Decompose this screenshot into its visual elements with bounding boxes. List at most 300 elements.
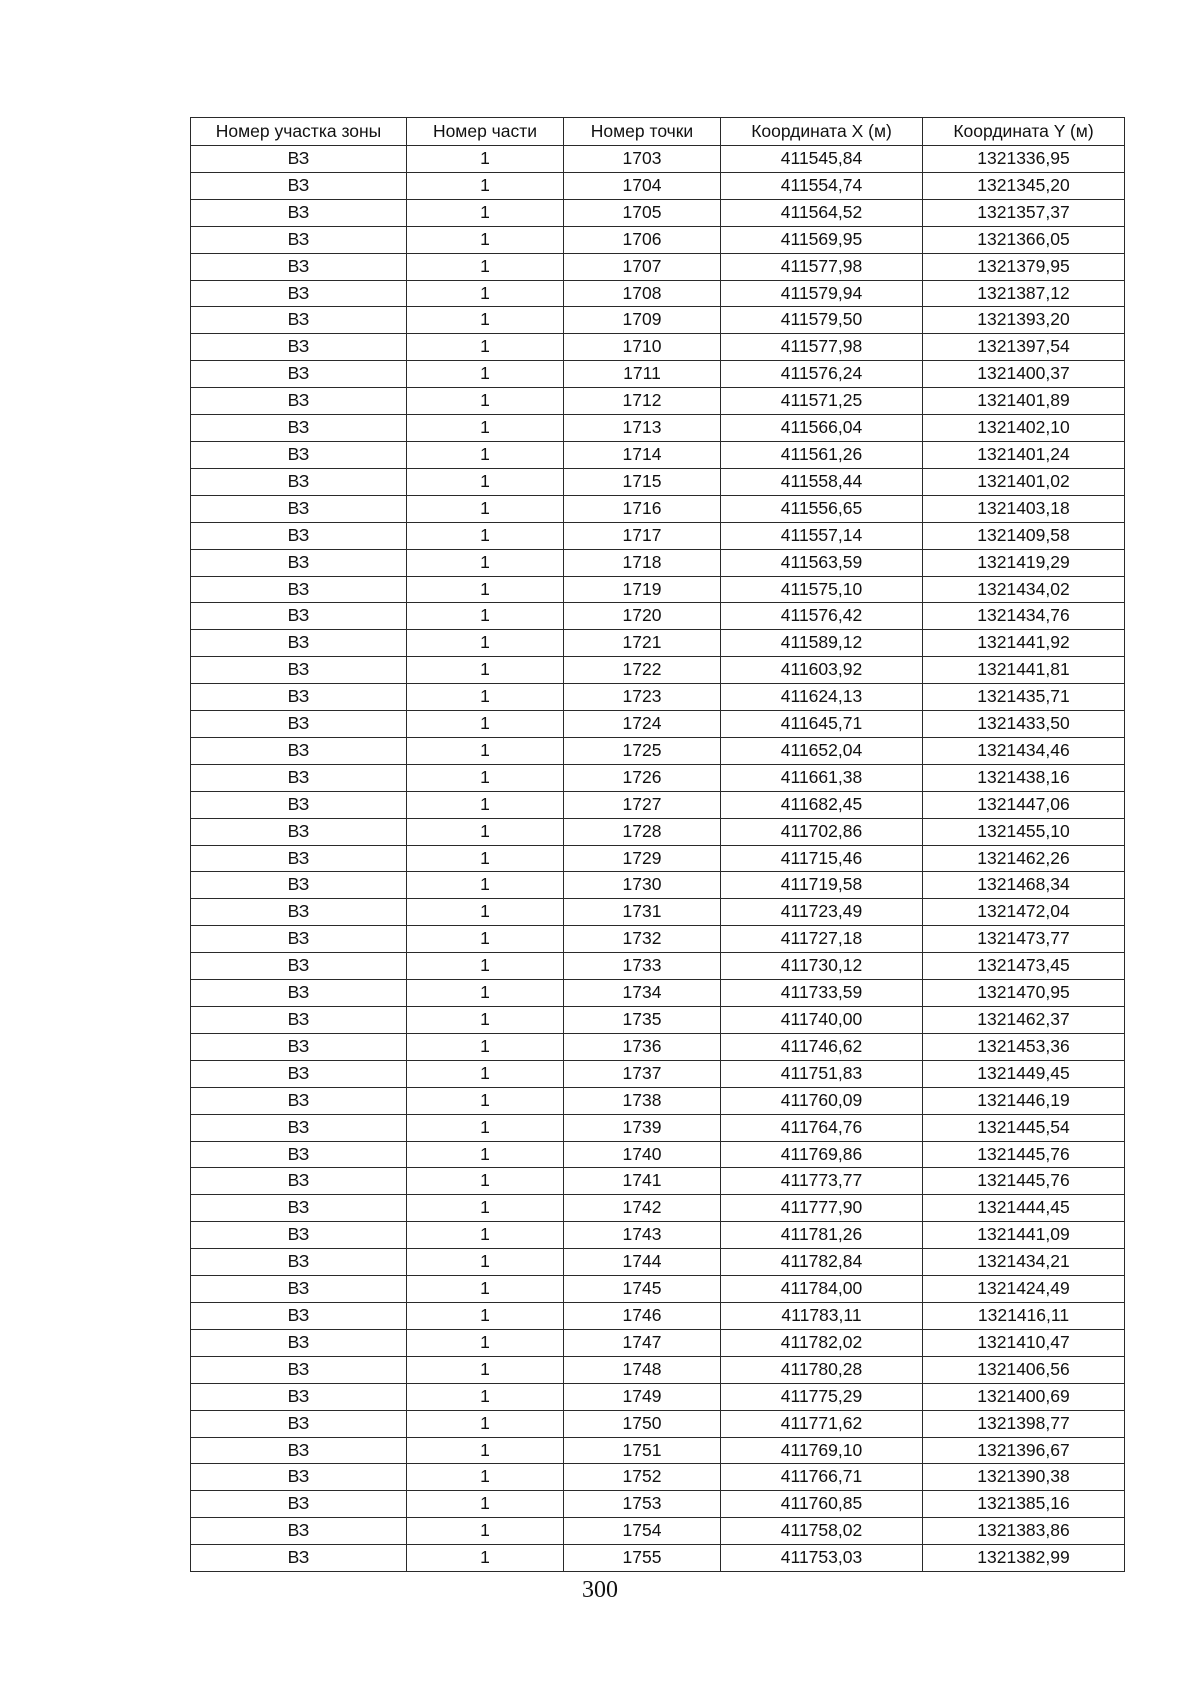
cell-coordinate-x: 411702,86 [721, 818, 923, 845]
cell-point-number: 1748 [564, 1356, 721, 1383]
cell-part-number: 1 [407, 953, 564, 980]
cell-point-number: 1749 [564, 1383, 721, 1410]
cell-coordinate-x: 411545,84 [721, 146, 923, 173]
cell-coordinate-y: 1321472,04 [923, 899, 1125, 926]
header-coordinate-y: Координата Y (м) [923, 118, 1125, 146]
table-row [191, 845, 1125, 872]
cell-zone-section: ВЗ [191, 415, 407, 442]
cell-part-number: 1 [407, 1491, 564, 1518]
cell-coordinate-y: 1321409,58 [923, 522, 1125, 549]
cell-point-number: 1736 [564, 1033, 721, 1060]
table-row [191, 280, 1125, 307]
cell-part-number: 1 [407, 415, 564, 442]
cell-zone-section: ВЗ [191, 495, 407, 522]
cell-point-number: 1718 [564, 549, 721, 576]
cell-zone-section: ВЗ [191, 146, 407, 173]
cell-coordinate-x: 411753,03 [721, 1545, 923, 1572]
table-row [191, 1141, 1125, 1168]
table-row [191, 1302, 1125, 1329]
cell-point-number: 1741 [564, 1168, 721, 1195]
cell-zone-section: ВЗ [191, 576, 407, 603]
cell-zone-section: ВЗ [191, 1141, 407, 1168]
cell-zone-section: ВЗ [191, 926, 407, 953]
cell-coordinate-y: 1321406,56 [923, 1356, 1125, 1383]
cell-point-number: 1706 [564, 226, 721, 253]
cell-zone-section: ВЗ [191, 468, 407, 495]
cell-zone-section: ВЗ [191, 791, 407, 818]
cell-point-number: 1723 [564, 684, 721, 711]
cell-zone-section: ВЗ [191, 253, 407, 280]
cell-coordinate-y: 1321366,05 [923, 226, 1125, 253]
cell-point-number: 1727 [564, 791, 721, 818]
header-coordinate-x: Координата X (м) [721, 118, 923, 146]
cell-coordinate-x: 411723,49 [721, 899, 923, 926]
cell-point-number: 1739 [564, 1114, 721, 1141]
table-row [191, 711, 1125, 738]
cell-part-number: 1 [407, 872, 564, 899]
table-row [191, 1464, 1125, 1491]
table-row [191, 953, 1125, 980]
table-row [191, 549, 1125, 576]
cell-coordinate-x: 411557,14 [721, 522, 923, 549]
cell-zone-section: ВЗ [191, 845, 407, 872]
cell-zone-section: ВЗ [191, 1383, 407, 1410]
cell-coordinate-y: 1321446,19 [923, 1087, 1125, 1114]
cell-coordinate-y: 1321379,95 [923, 253, 1125, 280]
table-row [191, 1437, 1125, 1464]
cell-coordinate-x: 411777,90 [721, 1195, 923, 1222]
cell-coordinate-y: 1321416,11 [923, 1302, 1125, 1329]
cell-part-number: 1 [407, 388, 564, 415]
table-row [191, 1249, 1125, 1276]
table-row [191, 441, 1125, 468]
cell-coordinate-y: 1321400,69 [923, 1383, 1125, 1410]
table-row [191, 1276, 1125, 1303]
table-row [191, 1329, 1125, 1356]
cell-part-number: 1 [407, 899, 564, 926]
coordinates-table [190, 117, 1125, 1572]
table-row [191, 361, 1125, 388]
cell-coordinate-x: 411603,92 [721, 657, 923, 684]
cell-coordinate-x: 411771,62 [721, 1410, 923, 1437]
table-row [191, 872, 1125, 899]
table-row [191, 1168, 1125, 1195]
cell-coordinate-y: 1321473,45 [923, 953, 1125, 980]
table-row [191, 603, 1125, 630]
cell-coordinate-y: 1321385,16 [923, 1491, 1125, 1518]
cell-zone-section: ВЗ [191, 603, 407, 630]
cell-part-number: 1 [407, 684, 564, 711]
table-row [191, 1195, 1125, 1222]
cell-coordinate-x: 411558,44 [721, 468, 923, 495]
cell-zone-section: ВЗ [191, 1168, 407, 1195]
cell-part-number: 1 [407, 1302, 564, 1329]
cell-coordinate-y: 1321435,71 [923, 684, 1125, 711]
cell-part-number: 1 [407, 657, 564, 684]
cell-coordinate-y: 1321390,38 [923, 1464, 1125, 1491]
cell-part-number: 1 [407, 764, 564, 791]
cell-zone-section: ВЗ [191, 711, 407, 738]
cell-coordinate-x: 411561,26 [721, 441, 923, 468]
cell-point-number: 1729 [564, 845, 721, 872]
cell-coordinate-x: 411579,94 [721, 280, 923, 307]
cell-zone-section: ВЗ [191, 1437, 407, 1464]
cell-point-number: 1721 [564, 630, 721, 657]
table-row [191, 899, 1125, 926]
cell-coordinate-x: 411751,83 [721, 1060, 923, 1087]
cell-point-number: 1708 [564, 280, 721, 307]
table-row [191, 199, 1125, 226]
cell-point-number: 1731 [564, 899, 721, 926]
cell-part-number: 1 [407, 1168, 564, 1195]
cell-part-number: 1 [407, 253, 564, 280]
cell-coordinate-x: 411730,12 [721, 953, 923, 980]
header-part-number: Номер части [407, 118, 564, 146]
cell-coordinate-x: 411780,28 [721, 1356, 923, 1383]
cell-coordinate-y: 1321434,46 [923, 737, 1125, 764]
cell-point-number: 1744 [564, 1249, 721, 1276]
cell-coordinate-x: 411715,46 [721, 845, 923, 872]
cell-part-number: 1 [407, 737, 564, 764]
cell-coordinate-x: 411783,11 [721, 1302, 923, 1329]
cell-part-number: 1 [407, 146, 564, 173]
cell-coordinate-y: 1321401,02 [923, 468, 1125, 495]
cell-part-number: 1 [407, 1518, 564, 1545]
cell-coordinate-y: 1321357,37 [923, 199, 1125, 226]
table-row [191, 576, 1125, 603]
cell-coordinate-y: 1321401,24 [923, 441, 1125, 468]
cell-part-number: 1 [407, 1007, 564, 1034]
table-row [191, 1356, 1125, 1383]
cell-point-number: 1726 [564, 764, 721, 791]
cell-coordinate-y: 1321402,10 [923, 415, 1125, 442]
cell-coordinate-y: 1321455,10 [923, 818, 1125, 845]
cell-zone-section: ВЗ [191, 1356, 407, 1383]
cell-point-number: 1738 [564, 1087, 721, 1114]
cell-point-number: 1754 [564, 1518, 721, 1545]
cell-coordinate-y: 1321445,76 [923, 1141, 1125, 1168]
cell-zone-section: ВЗ [191, 1033, 407, 1060]
cell-coordinate-x: 411733,59 [721, 980, 923, 1007]
cell-zone-section: ВЗ [191, 980, 407, 1007]
cell-point-number: 1705 [564, 199, 721, 226]
cell-part-number: 1 [407, 1195, 564, 1222]
cell-zone-section: ВЗ [191, 630, 407, 657]
cell-coordinate-x: 411645,71 [721, 711, 923, 738]
cell-part-number: 1 [407, 1464, 564, 1491]
cell-zone-section: ВЗ [191, 899, 407, 926]
cell-point-number: 1704 [564, 172, 721, 199]
cell-part-number: 1 [407, 1410, 564, 1437]
cell-point-number: 1707 [564, 253, 721, 280]
cell-zone-section: ВЗ [191, 872, 407, 899]
table-row [191, 1087, 1125, 1114]
cell-coordinate-x: 411569,95 [721, 226, 923, 253]
cell-part-number: 1 [407, 603, 564, 630]
cell-coordinate-x: 411769,86 [721, 1141, 923, 1168]
cell-part-number: 1 [407, 280, 564, 307]
cell-point-number: 1714 [564, 441, 721, 468]
cell-coordinate-y: 1321445,76 [923, 1168, 1125, 1195]
cell-part-number: 1 [407, 172, 564, 199]
header-row [191, 118, 1125, 146]
cell-zone-section: ВЗ [191, 1329, 407, 1356]
table-row [191, 684, 1125, 711]
cell-point-number: 1724 [564, 711, 721, 738]
cell-coordinate-y: 1321336,95 [923, 146, 1125, 173]
table-header [191, 118, 1125, 146]
cell-zone-section: ВЗ [191, 737, 407, 764]
cell-coordinate-x: 411764,76 [721, 1114, 923, 1141]
cell-coordinate-x: 411579,50 [721, 307, 923, 334]
cell-point-number: 1709 [564, 307, 721, 334]
cell-coordinate-y: 1321398,77 [923, 1410, 1125, 1437]
cell-zone-section: ВЗ [191, 1410, 407, 1437]
table-row [191, 926, 1125, 953]
cell-coordinate-y: 1321438,16 [923, 764, 1125, 791]
cell-point-number: 1747 [564, 1329, 721, 1356]
cell-zone-section: ВЗ [191, 1114, 407, 1141]
cell-coordinate-x: 411727,18 [721, 926, 923, 953]
cell-point-number: 1719 [564, 576, 721, 603]
cell-zone-section: ВЗ [191, 1545, 407, 1572]
cell-coordinate-x: 411740,00 [721, 1007, 923, 1034]
cell-coordinate-x: 411571,25 [721, 388, 923, 415]
table-row [191, 1007, 1125, 1034]
cell-zone-section: ВЗ [191, 818, 407, 845]
table-row [191, 415, 1125, 442]
cell-point-number: 1743 [564, 1222, 721, 1249]
cell-coordinate-x: 411719,58 [721, 872, 923, 899]
cell-part-number: 1 [407, 1114, 564, 1141]
cell-zone-section: ВЗ [191, 1302, 407, 1329]
cell-coordinate-y: 1321396,67 [923, 1437, 1125, 1464]
cell-zone-section: ВЗ [191, 1087, 407, 1114]
cell-coordinate-y: 1321393,20 [923, 307, 1125, 334]
table-row [191, 307, 1125, 334]
cell-coordinate-x: 411624,13 [721, 684, 923, 711]
table-row [191, 818, 1125, 845]
cell-part-number: 1 [407, 522, 564, 549]
cell-zone-section: ВЗ [191, 657, 407, 684]
cell-part-number: 1 [407, 199, 564, 226]
cell-coordinate-y: 1321449,45 [923, 1060, 1125, 1087]
cell-coordinate-y: 1321444,45 [923, 1195, 1125, 1222]
cell-coordinate-y: 1321403,18 [923, 495, 1125, 522]
cell-point-number: 1735 [564, 1007, 721, 1034]
cell-part-number: 1 [407, 226, 564, 253]
cell-coordinate-y: 1321382,99 [923, 1545, 1125, 1572]
cell-zone-section: ВЗ [191, 549, 407, 576]
cell-coordinate-x: 411576,42 [721, 603, 923, 630]
cell-part-number: 1 [407, 1329, 564, 1356]
cell-zone-section: ВЗ [191, 307, 407, 334]
cell-zone-section: ВЗ [191, 522, 407, 549]
cell-coordinate-y: 1321410,47 [923, 1329, 1125, 1356]
cell-coordinate-x: 411775,29 [721, 1383, 923, 1410]
table-row [191, 1222, 1125, 1249]
cell-part-number: 1 [407, 818, 564, 845]
cell-part-number: 1 [407, 1222, 564, 1249]
cell-coordinate-x: 411575,10 [721, 576, 923, 603]
cell-coordinate-x: 411661,38 [721, 764, 923, 791]
cell-part-number: 1 [407, 1437, 564, 1464]
cell-coordinate-x: 411652,04 [721, 737, 923, 764]
table-row [191, 253, 1125, 280]
table-row [191, 1114, 1125, 1141]
cell-point-number: 1710 [564, 334, 721, 361]
table-row [191, 1518, 1125, 1545]
table-row [191, 657, 1125, 684]
cell-coordinate-y: 1321419,29 [923, 549, 1125, 576]
cell-part-number: 1 [407, 1087, 564, 1114]
cell-part-number: 1 [407, 1141, 564, 1168]
cell-coordinate-x: 411566,04 [721, 415, 923, 442]
cell-point-number: 1716 [564, 495, 721, 522]
cell-part-number: 1 [407, 1276, 564, 1303]
cell-point-number: 1733 [564, 953, 721, 980]
cell-point-number: 1745 [564, 1276, 721, 1303]
table-row [191, 146, 1125, 173]
cell-part-number: 1 [407, 1545, 564, 1572]
header-point-number: Номер точки [564, 118, 721, 146]
cell-zone-section: ВЗ [191, 361, 407, 388]
cell-coordinate-y: 1321433,50 [923, 711, 1125, 738]
cell-part-number: 1 [407, 980, 564, 1007]
cell-coordinate-y: 1321434,21 [923, 1249, 1125, 1276]
table-row [191, 630, 1125, 657]
cell-coordinate-x: 411760,09 [721, 1087, 923, 1114]
cell-point-number: 1740 [564, 1141, 721, 1168]
cell-zone-section: ВЗ [191, 1222, 407, 1249]
cell-point-number: 1751 [564, 1437, 721, 1464]
cell-point-number: 1752 [564, 1464, 721, 1491]
cell-coordinate-y: 1321397,54 [923, 334, 1125, 361]
cell-point-number: 1713 [564, 415, 721, 442]
cell-coordinate-x: 411766,71 [721, 1464, 923, 1491]
page-number: 300 [582, 1577, 618, 1603]
cell-part-number: 1 [407, 791, 564, 818]
cell-zone-section: ВЗ [191, 1518, 407, 1545]
cell-zone-section: ВЗ [191, 1491, 407, 1518]
table-row [191, 1383, 1125, 1410]
table-row [191, 980, 1125, 1007]
cell-coordinate-y: 1321445,54 [923, 1114, 1125, 1141]
cell-point-number: 1725 [564, 737, 721, 764]
cell-coordinate-y: 1321345,20 [923, 172, 1125, 199]
cell-coordinate-y: 1321383,86 [923, 1518, 1125, 1545]
table-row [191, 791, 1125, 818]
table-row [191, 1060, 1125, 1087]
cell-point-number: 1712 [564, 388, 721, 415]
cell-coordinate-x: 411556,65 [721, 495, 923, 522]
cell-zone-section: ВЗ [191, 1007, 407, 1034]
cell-part-number: 1 [407, 1383, 564, 1410]
table-row [191, 1545, 1125, 1572]
cell-part-number: 1 [407, 307, 564, 334]
cell-coordinate-x: 411782,02 [721, 1329, 923, 1356]
cell-coordinate-x: 411577,98 [721, 334, 923, 361]
cell-part-number: 1 [407, 549, 564, 576]
cell-zone-section: ВЗ [191, 172, 407, 199]
cell-coordinate-x: 411746,62 [721, 1033, 923, 1060]
cell-coordinate-x: 411760,85 [721, 1491, 923, 1518]
cell-zone-section: ВЗ [191, 953, 407, 980]
cell-zone-section: ВЗ [191, 388, 407, 415]
cell-coordinate-y: 1321424,49 [923, 1276, 1125, 1303]
table-row [191, 1491, 1125, 1518]
cell-point-number: 1720 [564, 603, 721, 630]
cell-point-number: 1715 [564, 468, 721, 495]
table-row [191, 764, 1125, 791]
cell-part-number: 1 [407, 334, 564, 361]
cell-point-number: 1732 [564, 926, 721, 953]
cell-zone-section: ВЗ [191, 334, 407, 361]
cell-coordinate-y: 1321401,89 [923, 388, 1125, 415]
cell-coordinate-x: 411563,59 [721, 549, 923, 576]
cell-point-number: 1728 [564, 818, 721, 845]
cell-coordinate-x: 411564,52 [721, 199, 923, 226]
cell-coordinate-x: 411576,24 [721, 361, 923, 388]
cell-coordinate-x: 411758,02 [721, 1518, 923, 1545]
cell-part-number: 1 [407, 468, 564, 495]
cell-coordinate-y: 1321434,76 [923, 603, 1125, 630]
cell-zone-section: ВЗ [191, 441, 407, 468]
cell-part-number: 1 [407, 1060, 564, 1087]
cell-zone-section: ВЗ [191, 280, 407, 307]
header-zone-section: Номер участка зоны [191, 118, 407, 146]
cell-coordinate-y: 1321453,36 [923, 1033, 1125, 1060]
cell-coordinate-y: 1321462,26 [923, 845, 1125, 872]
table-row [191, 1410, 1125, 1437]
cell-coordinate-x: 411782,84 [721, 1249, 923, 1276]
cell-point-number: 1746 [564, 1302, 721, 1329]
cell-point-number: 1711 [564, 361, 721, 388]
table-row [191, 172, 1125, 199]
cell-coordinate-y: 1321468,34 [923, 872, 1125, 899]
cell-zone-section: ВЗ [191, 1060, 407, 1087]
cell-part-number: 1 [407, 1356, 564, 1383]
cell-point-number: 1742 [564, 1195, 721, 1222]
cell-part-number: 1 [407, 1033, 564, 1060]
cell-zone-section: ВЗ [191, 226, 407, 253]
cell-point-number: 1722 [564, 657, 721, 684]
cell-point-number: 1737 [564, 1060, 721, 1087]
table-row [191, 737, 1125, 764]
cell-point-number: 1730 [564, 872, 721, 899]
table-body [191, 146, 1125, 1572]
cell-coordinate-y: 1321400,37 [923, 361, 1125, 388]
cell-part-number: 1 [407, 845, 564, 872]
table-row [191, 468, 1125, 495]
cell-part-number: 1 [407, 926, 564, 953]
cell-coordinate-y: 1321470,95 [923, 980, 1125, 1007]
cell-coordinate-y: 1321447,06 [923, 791, 1125, 818]
cell-coordinate-x: 411577,98 [721, 253, 923, 280]
cell-zone-section: ВЗ [191, 1464, 407, 1491]
table-row [191, 334, 1125, 361]
cell-point-number: 1734 [564, 980, 721, 1007]
cell-coordinate-x: 411554,74 [721, 172, 923, 199]
cell-part-number: 1 [407, 576, 564, 603]
cell-coordinate-y: 1321473,77 [923, 926, 1125, 953]
table-row [191, 495, 1125, 522]
cell-part-number: 1 [407, 630, 564, 657]
cell-point-number: 1753 [564, 1491, 721, 1518]
cell-zone-section: ВЗ [191, 1276, 407, 1303]
cell-point-number: 1717 [564, 522, 721, 549]
cell-point-number: 1755 [564, 1545, 721, 1572]
